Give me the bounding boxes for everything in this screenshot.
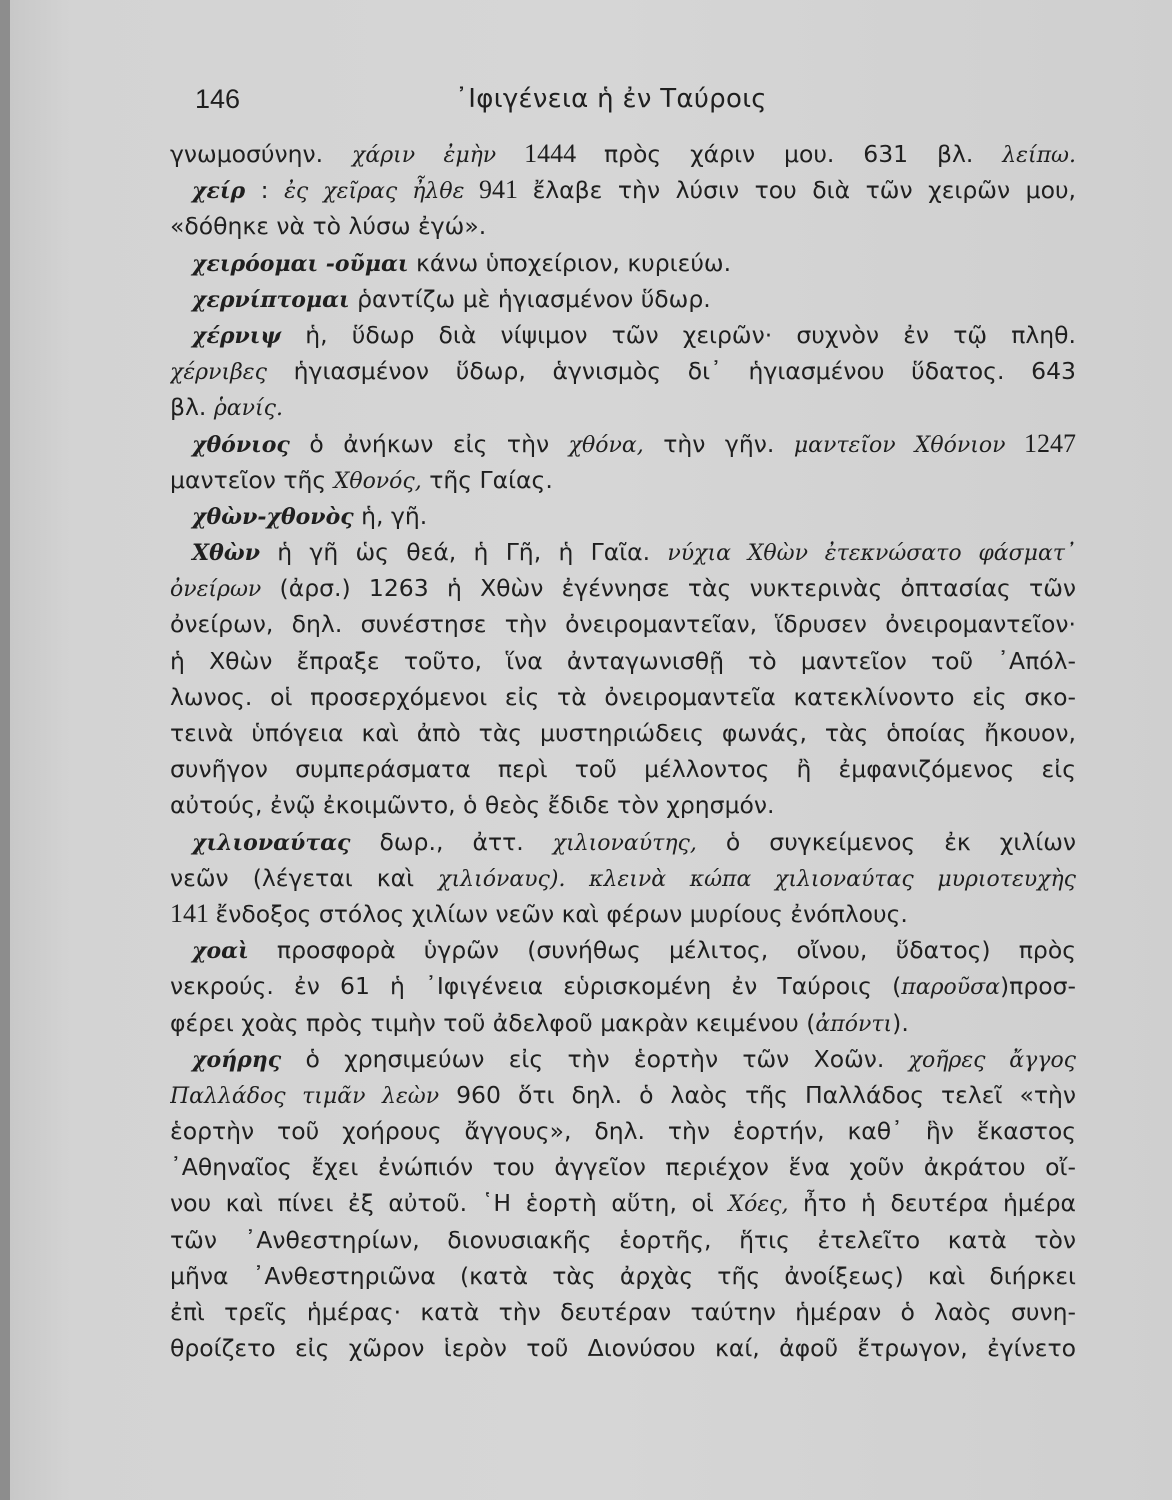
- text-run: συνῆγον συμπεράσματα περὶ τοῦ μέλλοντος ἢ ἐμφανιζόμενος εἰς: [170, 755, 1076, 784]
- text-line: [170, 1113, 1076, 1149]
- italic-quote: ῥανίς.: [213, 396, 283, 422]
- running-title: ᾿Ιφιγένεια ἡ ἐν Ταύροις: [455, 84, 767, 114]
- text-run: λωνος. οἱ προσερχόμενοι εἰς τὰ ὀνειρομαντεῖα κατεκλίνοντο εἰς σκο-: [170, 682, 1076, 711]
- text-line: [170, 1077, 1076, 1113]
- text-run: νεῶν (λέγεται καὶ: [170, 863, 439, 892]
- text-run: ἡ γῆ ὡς θεά, ἡ Γῆ, ἡ Γαῖα.: [259, 538, 668, 567]
- text-line: [170, 787, 1076, 823]
- text-run: «δόθηκε νὰ τὸ λύσω ἐγώ».: [170, 212, 487, 241]
- text-line: [170, 1005, 1076, 1041]
- text-run: ἑορτὴν τοῦ χοήρους ἄγγους», δηλ. τὴν ἑορτήν, καθ᾽ ἣν ἕκαστος: [170, 1117, 1076, 1146]
- text-run: μῆνα ᾿Ανθεστηριῶνα (κατὰ τὰς ἀρχὰς τῆς ἀνοίξεως) καὶ διήρκει: [170, 1261, 1076, 1290]
- headword: χθόνιος: [192, 431, 290, 458]
- verse-number: 1444: [496, 139, 604, 168]
- text-line: [170, 1149, 1076, 1185]
- glossary-text: [170, 136, 1076, 1366]
- text-line: [170, 317, 1076, 353]
- italic-quote: χοῆρες ἄγγος: [908, 1047, 1076, 1073]
- text-run: αὐτούς, ἐνῷ ἐκοιμῶντο, ὁ θεὸς ἔδιδε τὸν χρησμόν.: [170, 791, 775, 820]
- text-line: [170, 172, 1076, 208]
- text-line: [170, 679, 1076, 715]
- text-line: [170, 426, 1076, 462]
- text-run: τῆς Γαίας.: [421, 465, 553, 494]
- text-line: [170, 389, 1076, 425]
- text-line: [170, 606, 1076, 642]
- text-run: ὀνείρων, δηλ. συνέστησε τὴν ὀνειρομαντεῖαν, ἵδρυσεν ὀνειρομαντεῖον·: [170, 610, 1076, 639]
- text-line: [170, 1185, 1076, 1221]
- text-run: πρὸς χάριν μου. 631 βλ.: [603, 140, 1003, 168]
- text-line: [170, 932, 1076, 968]
- text-line: [170, 353, 1076, 389]
- headword: χέρνιψ: [192, 322, 282, 349]
- text-run: νου καὶ πίνει ἐξ αὐτοῦ. ῾Η ἑορτὴ αὕτη, οἱ: [170, 1189, 729, 1218]
- text-line: [170, 643, 1076, 679]
- text-run: τὴν γῆν.: [643, 429, 794, 458]
- verse-number: 1247: [1005, 428, 1076, 458]
- page-header: [195, 84, 1075, 124]
- text-run: τεινὰ ὑπόγεια καὶ ἀπὸ τὰς μυστηριώδεις φωνάς, τὰς ὁποίας ἤκουον,: [170, 719, 1076, 747]
- italic-quote: χάριν ἐμὴν: [352, 143, 497, 168]
- text-run: ).: [892, 1008, 909, 1037]
- text-line: [170, 896, 1076, 932]
- text-run: ἔλαβε τὴν λύσιν του διὰ τῶν χειρῶν μου,: [532, 176, 1076, 205]
- text-line: [170, 462, 1076, 498]
- italic-quote: χιλιόναυς). κλεινὰ κώπα χιλιοναύτας μυριοτευχὴς: [438, 866, 1076, 892]
- text-run: (ἀρσ.) 1263 ἡ Χθὼν ἐγέννησε τὰς νυκτερινὰς ὀπτασίας τῶν: [261, 574, 1076, 603]
- text-line: [170, 281, 1076, 317]
- text-run: νεκρούς. ἐν 61 ἡ ᾿Ιφιγένεια εὑρισκομένη ἐν Ταύροις (: [170, 972, 902, 1001]
- italic-quote: ἐς χεῖρας ἦλθε: [284, 179, 465, 205]
- italic-quote: νύχια Χθὼν ἐτεκνώσατο φάσματ᾽: [667, 541, 1076, 567]
- text-run: κάνω ὑποχείριον, κυριεύω.: [408, 248, 732, 277]
- text-run: φέρει χοὰς πρὸς τιμὴν τοῦ ἀδελφοῦ μακρὰν κειμένου (: [170, 1008, 816, 1037]
- text-run: ἡ, γῆ.: [353, 501, 428, 530]
- text-run: ἡ, ὕδωρ διὰ νίψιμον τῶν χειρῶν· συχνὸν ἐν τῷ πληθ.: [281, 320, 1076, 349]
- text-line: [170, 534, 1076, 570]
- text-run: ῥαντίζω μὲ ἡγιασμένον ὕδωρ.: [349, 284, 711, 313]
- text-line: [170, 824, 1076, 860]
- text-run: :: [245, 176, 285, 205]
- italic-quote: Παλλάδος τιμᾶν λεὼν: [170, 1083, 440, 1109]
- text-line: [170, 1258, 1076, 1294]
- text-line: [170, 498, 1076, 534]
- italic-quote: Χόες,: [728, 1192, 789, 1218]
- headword: χοήρης: [192, 1046, 282, 1073]
- italic-quote: μαντεῖον Χθόνιον: [793, 432, 1006, 458]
- headword: χθὼν-χθονὸς: [192, 503, 354, 530]
- text-line: [170, 1041, 1076, 1077]
- text-run: θροίζετο εἰς χῶρον ἱερὸν τοῦ Διονύσου καί, ἀφοῦ ἔτρωγον, ἐγίνετο: [170, 1334, 1076, 1363]
- text-run: ᾿Αθηναῖος ἔχει ἐνώπιόν του ἀγγεῖον περιέχον ἕνα χοῦν ἀκράτου οἴ-: [170, 1153, 1076, 1182]
- text-line: [170, 208, 1076, 244]
- text-run: προσφορὰ ὑγρῶν (συνήθως μέλιτος, οἴνου, ὕδατος) πρὸς: [248, 936, 1076, 965]
- italic-quote: χιλιοναύτης,: [552, 830, 697, 856]
- text-run: τῶν ᾿Ανθεστηρίων, διονυσιακῆς ἑορτῆς, ἥτις ἐτελεῖτο κατὰ τὸν: [170, 1225, 1076, 1254]
- headword: χοαὶ: [192, 938, 249, 965]
- text-run: μαντεῖον τῆς: [170, 465, 334, 494]
- text-line: [170, 136, 1076, 172]
- text-run: ὁ ἀνήκων εἰς τὴν: [289, 429, 569, 458]
- text-run: ὁ χρησιμεύων εἰς τὴν ἑορτὴν τῶν Χοῶν.: [281, 1044, 909, 1073]
- text-line: [170, 715, 1076, 751]
- text-run: δωρ., ἀττ.: [350, 827, 553, 856]
- verse-number: 141: [170, 898, 216, 928]
- headword: χερνίπτομαι: [192, 286, 350, 313]
- text-line: [170, 1294, 1076, 1330]
- italic-quote: παροῦσα: [901, 975, 1000, 1001]
- text-line: [170, 1330, 1076, 1366]
- text-run: βλ.: [170, 393, 214, 422]
- headword: χειρόομαι -οῦμαι: [192, 250, 409, 277]
- text-run: ἐπὶ τρεῖς ἡμέρας· κατὰ τὴν δευτέραν ταύτην ἡμέραν ὁ λαὸς συνη-: [170, 1298, 1076, 1326]
- text-line: [170, 751, 1076, 787]
- text-line: [170, 1222, 1076, 1258]
- verse-number: 941: [464, 175, 533, 205]
- text-run: ἔνδοξος στόλος χιλίων νεῶν καὶ φέρων μυρίους ἐνόπλους.: [215, 899, 908, 928]
- text-run: 960 ὅτι δηλ. ὁ λαὸς τῆς Παλλάδος τελεῖ «τὴν: [439, 1080, 1076, 1109]
- headword: χείρ: [192, 178, 246, 205]
- italic-quote: χθόνα,: [568, 432, 644, 458]
- headword: Χθὼν: [192, 540, 260, 567]
- text-line: [170, 245, 1076, 281]
- italic-quote: ἀπόντι: [815, 1011, 893, 1037]
- italic-quote: λείπω.: [1002, 143, 1076, 168]
- text-line: [170, 968, 1076, 1004]
- italic-quote: Χθονός,: [333, 468, 422, 494]
- text-run: ἡ Χθὼν ἔπραξε τοῦτο, ἵνα ἀνταγωνισθῇ τὸ μαντεῖον τοῦ ᾿Απόλ-: [170, 646, 1076, 675]
- page-binding-edge: [0, 0, 10, 1500]
- text-line: [170, 860, 1076, 896]
- text-run: ἦτο ἡ δευτέρα ἡμέρα: [788, 1189, 1076, 1218]
- text-line: [170, 570, 1076, 606]
- text-run: )προσ-: [1000, 972, 1076, 1001]
- italic-quote: ὀνείρων: [170, 577, 262, 603]
- text-run: ὁ συγκείμενος ἐκ χιλίων: [696, 827, 1076, 856]
- headword: χιλιοναύτας: [192, 829, 351, 856]
- text-run: ἡγιασμένον ὕδωρ, ἁγνισμὸς δι᾽ ἡγιασμένου ὕδατος. 643: [266, 357, 1076, 386]
- italic-quote: χέρνιβες: [170, 360, 267, 386]
- page-number: 146: [195, 84, 241, 114]
- text-run: γνωμοσύνην.: [170, 140, 353, 168]
